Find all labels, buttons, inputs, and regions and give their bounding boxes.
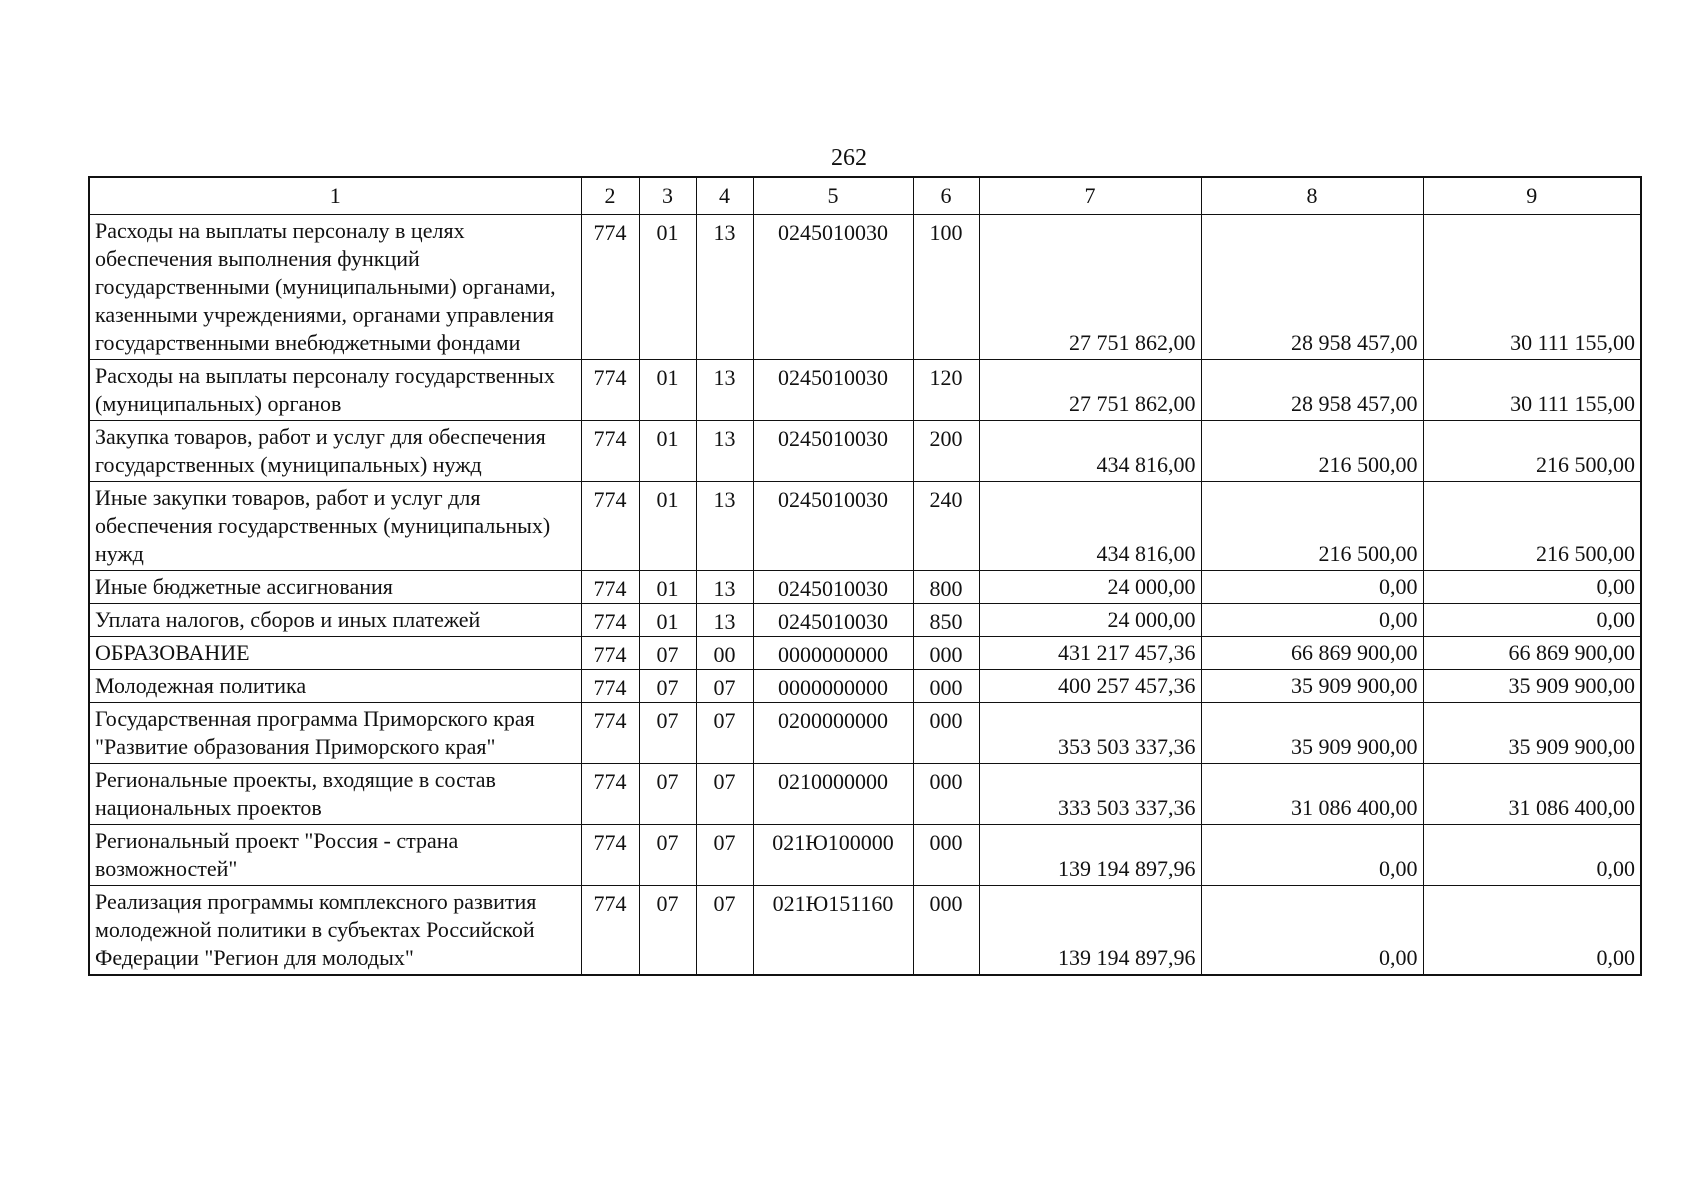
row-col-4: 13 (696, 571, 753, 604)
row-col-8: 35 909 900,00 (1201, 670, 1423, 703)
row-col-3: 07 (639, 886, 696, 976)
row-col-5: 0210000000 (753, 764, 913, 825)
row-col-4: 00 (696, 637, 753, 670)
row-col-4: 07 (696, 886, 753, 976)
table-row (89, 482, 1641, 571)
row-name: Региональный проект "Россия - страна возможностей" (89, 825, 581, 886)
row-name: Государственная программа Приморского края "Развитие образования Приморского края" (89, 703, 581, 764)
table-row (89, 886, 1641, 976)
row-name: Расходы на выплаты персоналу в целях обеспечения выполнения функций государственными (муниципальными) органами, казенными учреждениями, органами управления государственными внебюджетными фондами (89, 215, 581, 360)
row-col-7: 434 816,00 (979, 421, 1201, 482)
row-col-9: 31 086 400,00 (1423, 764, 1641, 825)
row-col-2: 774 (581, 825, 639, 886)
row-col-4: 13 (696, 421, 753, 482)
row-col-5: 021Ю151160 (753, 886, 913, 976)
row-col-7: 27 751 862,00 (979, 215, 1201, 360)
row-col-8: 28 958 457,00 (1201, 360, 1423, 421)
row-col-2: 774 (581, 637, 639, 670)
row-col-6: 240 (913, 482, 979, 571)
page-number: 262 (831, 145, 867, 171)
row-col-7: 139 194 897,96 (979, 825, 1201, 886)
row-name: Реализация программы комплексного развития молодежной политики в субъектах Российской Федерации "Регион для молодых" (89, 886, 581, 976)
row-col-4: 13 (696, 604, 753, 637)
row-col-8: 216 500,00 (1201, 421, 1423, 482)
row-col-6: 000 (913, 825, 979, 886)
row-col-2: 774 (581, 571, 639, 604)
row-name: ОБРАЗОВАНИЕ (89, 637, 581, 670)
table-row (89, 764, 1641, 825)
row-col-9: 66 869 900,00 (1423, 637, 1641, 670)
row-col-5: 021Ю100000 (753, 825, 913, 886)
row-col-2: 774 (581, 703, 639, 764)
row-name: Иные бюджетные ассигнования (89, 571, 581, 604)
table-body (89, 215, 1641, 976)
row-col-5: 0000000000 (753, 670, 913, 703)
row-col-8: 0,00 (1201, 886, 1423, 976)
row-col-7: 139 194 897,96 (979, 886, 1201, 976)
row-col-9: 35 909 900,00 (1423, 670, 1641, 703)
row-col-4: 13 (696, 215, 753, 360)
row-col-8: 0,00 (1201, 825, 1423, 886)
row-col-6: 850 (913, 604, 979, 637)
row-col-5: 0245010030 (753, 215, 913, 360)
table-row (89, 215, 1641, 360)
row-col-6: 000 (913, 637, 979, 670)
table-row (89, 604, 1641, 637)
header-col-4: 4 (696, 177, 753, 215)
row-col-7: 24 000,00 (979, 571, 1201, 604)
row-col-5: 0245010030 (753, 604, 913, 637)
row-col-6: 800 (913, 571, 979, 604)
row-name: Закупка товаров, работ и услуг для обеспечения государственных (муниципальных) нужд (89, 421, 581, 482)
table-header (89, 177, 1641, 215)
header-col-9: 9 (1423, 177, 1641, 215)
row-col-8: 31 086 400,00 (1201, 764, 1423, 825)
row-col-3: 01 (639, 604, 696, 637)
row-col-3: 07 (639, 637, 696, 670)
row-col-2: 774 (581, 482, 639, 571)
row-col-7: 27 751 862,00 (979, 360, 1201, 421)
row-col-7: 24 000,00 (979, 604, 1201, 637)
row-col-4: 13 (696, 482, 753, 571)
row-col-8: 0,00 (1201, 571, 1423, 604)
budget-table (88, 176, 1642, 976)
header-col-5: 5 (753, 177, 913, 215)
row-col-3: 07 (639, 670, 696, 703)
row-col-5: 0245010030 (753, 421, 913, 482)
row-name: Уплата налогов, сборов и иных платежей (89, 604, 581, 637)
header-col-8: 8 (1201, 177, 1423, 215)
table-row (89, 571, 1641, 604)
row-col-3: 07 (639, 703, 696, 764)
row-col-5: 0245010030 (753, 482, 913, 571)
row-col-8: 0,00 (1201, 604, 1423, 637)
header-col-7: 7 (979, 177, 1201, 215)
row-col-8: 216 500,00 (1201, 482, 1423, 571)
header-col-1: 1 (89, 177, 581, 215)
row-col-3: 01 (639, 571, 696, 604)
row-col-5: 0245010030 (753, 571, 913, 604)
table-row (89, 825, 1641, 886)
row-col-8: 66 869 900,00 (1201, 637, 1423, 670)
row-col-6: 120 (913, 360, 979, 421)
row-col-7: 434 816,00 (979, 482, 1201, 571)
row-col-3: 01 (639, 482, 696, 571)
row-col-3: 01 (639, 421, 696, 482)
row-col-2: 774 (581, 215, 639, 360)
row-col-6: 000 (913, 703, 979, 764)
row-col-9: 30 111 155,00 (1423, 360, 1641, 421)
header-col-6: 6 (913, 177, 979, 215)
row-col-6: 200 (913, 421, 979, 482)
row-col-4: 07 (696, 670, 753, 703)
row-col-9: 35 909 900,00 (1423, 703, 1641, 764)
row-col-7: 353 503 337,36 (979, 703, 1201, 764)
row-col-9: 0,00 (1423, 571, 1641, 604)
row-col-4: 07 (696, 825, 753, 886)
row-col-8: 35 909 900,00 (1201, 703, 1423, 764)
row-col-5: 0000000000 (753, 637, 913, 670)
row-name: Расходы на выплаты персоналу государственных (муниципальных) органов (89, 360, 581, 421)
row-col-8: 28 958 457,00 (1201, 215, 1423, 360)
row-col-3: 07 (639, 764, 696, 825)
table-row (89, 360, 1641, 421)
row-col-6: 100 (913, 215, 979, 360)
row-col-6: 000 (913, 886, 979, 976)
row-col-3: 01 (639, 360, 696, 421)
row-col-4: 13 (696, 360, 753, 421)
row-col-4: 07 (696, 703, 753, 764)
row-col-3: 07 (639, 825, 696, 886)
row-name: Региональные проекты, входящие в состав национальных проектов (89, 764, 581, 825)
row-col-6: 000 (913, 764, 979, 825)
row-col-7: 333 503 337,36 (979, 764, 1201, 825)
row-col-5: 0245010030 (753, 360, 913, 421)
row-col-7: 400 257 457,36 (979, 670, 1201, 703)
table-row (89, 421, 1641, 482)
row-col-2: 774 (581, 421, 639, 482)
row-col-2: 774 (581, 360, 639, 421)
row-name: Иные закупки товаров, работ и услуг для обеспечения государственных (муниципальных) нужд (89, 482, 581, 571)
header-col-3: 3 (639, 177, 696, 215)
row-col-9: 0,00 (1423, 886, 1641, 976)
row-col-2: 774 (581, 604, 639, 637)
row-col-2: 774 (581, 764, 639, 825)
table-row (89, 670, 1641, 703)
header-col-2: 2 (581, 177, 639, 215)
row-col-2: 774 (581, 886, 639, 976)
table-row (89, 703, 1641, 764)
row-name: Молодежная политика (89, 670, 581, 703)
row-col-9: 216 500,00 (1423, 482, 1641, 571)
table-row (89, 637, 1641, 670)
row-col-4: 07 (696, 764, 753, 825)
row-col-9: 0,00 (1423, 604, 1641, 637)
row-col-5: 0200000000 (753, 703, 913, 764)
header-row (89, 177, 1641, 215)
row-col-9: 30 111 155,00 (1423, 215, 1641, 360)
row-col-9: 216 500,00 (1423, 421, 1641, 482)
row-col-7: 431 217 457,36 (979, 637, 1201, 670)
row-col-9: 0,00 (1423, 825, 1641, 886)
row-col-2: 774 (581, 670, 639, 703)
row-col-6: 000 (913, 670, 979, 703)
row-col-3: 01 (639, 215, 696, 360)
